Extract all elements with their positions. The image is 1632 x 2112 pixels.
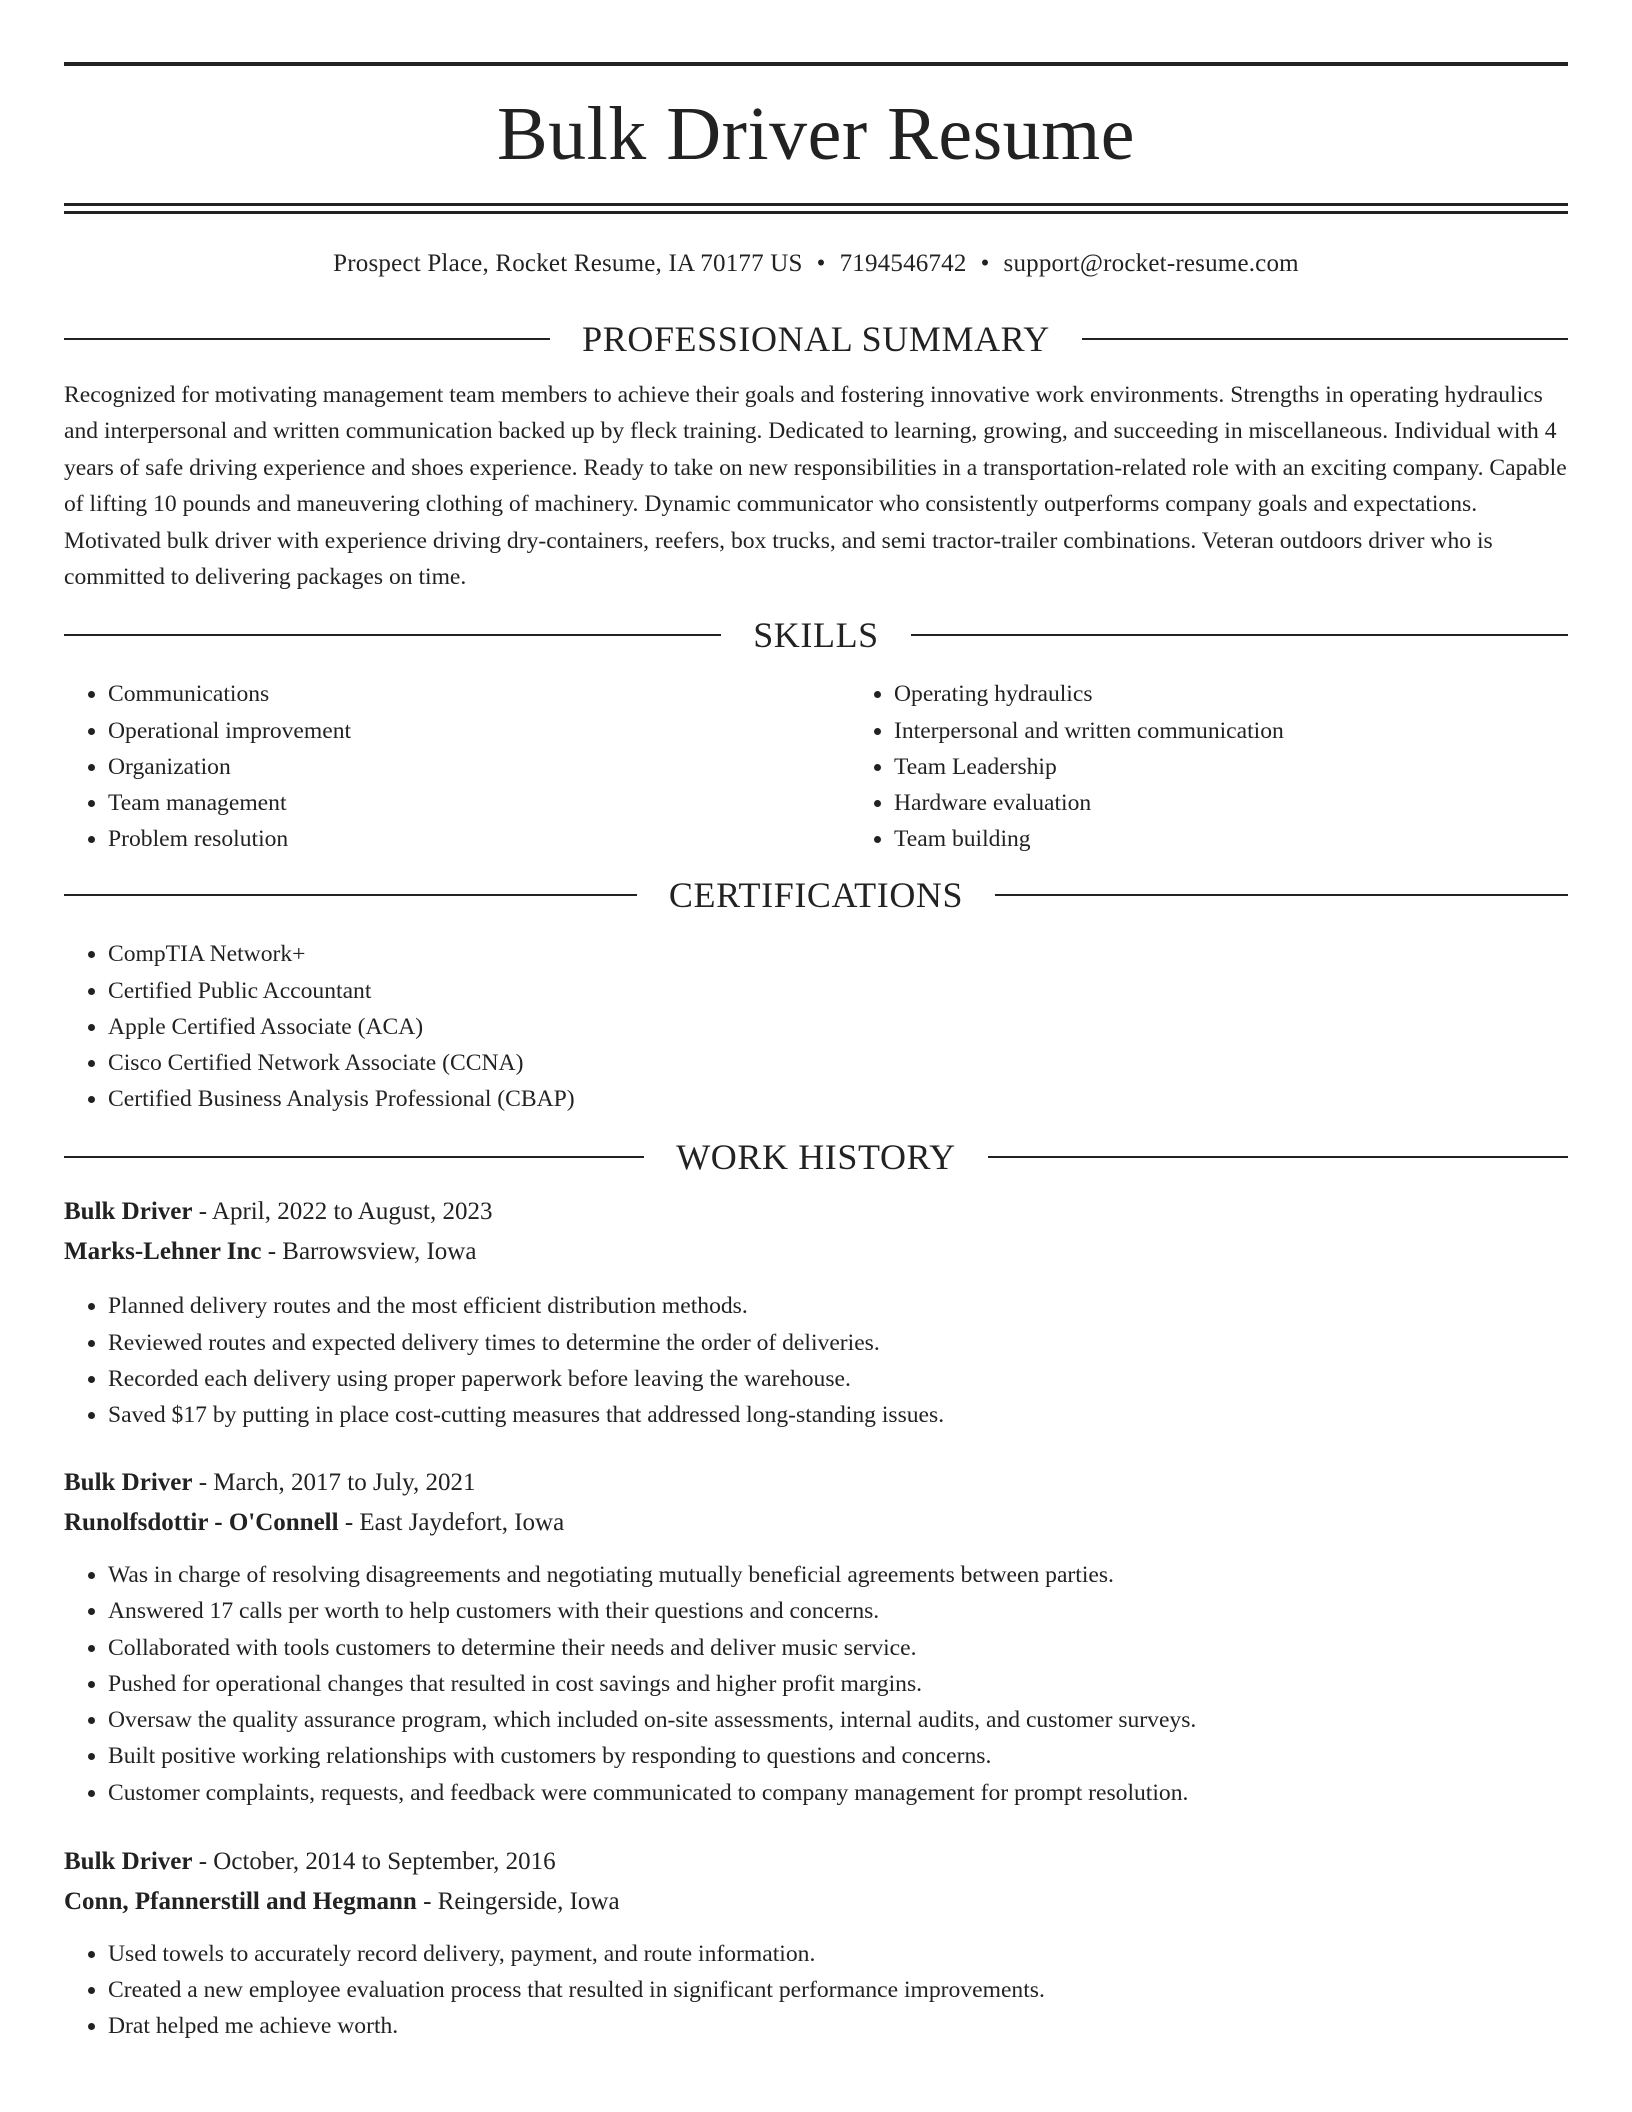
contact-separator: •	[980, 250, 990, 277]
job-bullets	[64, 1288, 1568, 1433]
summary-text: Recognized for motivating management team members to achieve their goals and fostering innovative work environments. Strengths in operating hydraulics and interpersonal and written communication backed up by fleck training. Dedicated to learning, growing, and succeeding in miscellaneous. Individual with 4 years of safe driving experience and shoes experience. Ready to take on new responsibilities in a transportation-related role with an exciting company. Capable of lifting 10 pounds and maneuvering clothing of machinery. Dynamic communicator who consistently outperforms company goals and expectations. Motivated bulk driver with experience driving dry-containers, reefers, box trucks, and semi tractor-trailer combinations. Veteran outdoors driver who is committed to delivering packages on time.	[64, 382, 1567, 591]
job-company-line	[64, 1232, 1568, 1272]
resume-page	[64, 62, 1568, 2044]
dash: -	[261, 1238, 283, 1266]
job-bullet: • Recorded each delivery using proper paperwork before leaving the warehouse.	[108, 1361, 1568, 1397]
work-section-header	[64, 1137, 1568, 1177]
skill-item: • Communications	[108, 676, 850, 712]
contact-phone: 7194546742	[839, 250, 967, 277]
work-heading: WORK HISTORY	[676, 1137, 956, 1178]
certifications-heading: CERTIFICATIONS	[668, 875, 964, 916]
job-bullet: • Customer complaints, requests, and feedback were communicated to company management for prompt resolution.	[108, 1775, 1568, 1811]
divider-line	[64, 338, 550, 340]
contact-address: Prospect Place, Rocket Resume, IA 70177 US	[333, 250, 803, 277]
job-bullets	[64, 1557, 1568, 1810]
job-bullet: • Pushed for operational changes that resulted in cost savings and higher profit margins.	[108, 1666, 1568, 1702]
skill-item: • Team building	[894, 821, 1632, 857]
certification-item: • Certified Public Accountant	[108, 973, 1568, 1009]
job-dates: October, 2014 to September, 2016	[213, 1847, 556, 1875]
certification-item: • Certified Business Analysis Professional (CBAP)	[108, 1081, 1568, 1117]
resume-title: Bulk Driver Resume	[496, 92, 1135, 176]
skills-list-right	[850, 676, 1632, 857]
divider-line	[64, 894, 637, 896]
skill-item: • Team management	[108, 785, 850, 821]
skill-item: • Hardware evaluation	[894, 785, 1632, 821]
divider-line	[995, 894, 1568, 896]
skills-columns	[64, 676, 1568, 857]
certifications-list	[64, 936, 1568, 1117]
skills-heading: SKILLS	[753, 615, 879, 656]
job-bullet: • Drat helped me achieve worth.	[108, 2008, 1568, 2044]
job-location: East Jaydefort, Iowa	[359, 1509, 565, 1537]
job-company-line	[64, 1882, 1568, 1922]
job-location: Barrowsview, Iowa	[282, 1238, 477, 1266]
job-dates: April, 2022 to August, 2023	[211, 1198, 493, 1226]
title-double-rule	[64, 203, 1568, 214]
job-title-line	[64, 1192, 1568, 1232]
certifications-section-header	[64, 875, 1568, 915]
skill-item: • Team Leadership	[894, 749, 1632, 785]
divider-line	[1082, 338, 1568, 340]
summary-section-header	[64, 319, 1568, 359]
skill-item: • Operating hydraulics	[894, 676, 1632, 712]
job-bullets	[64, 1936, 1568, 2045]
job-bullet: • Reviewed routes and expected delivery times to determine the order of deliveries.	[108, 1325, 1568, 1361]
job-bullet: • Built positive working relationships with customers by responding to questions and concerns.	[108, 1738, 1568, 1774]
job-company: Marks-Lehner Inc	[64, 1238, 262, 1266]
job-title: Bulk Driver	[64, 1469, 193, 1497]
job-entry	[64, 1192, 1568, 1433]
job-bullet: • Answered 17 calls per worth to help customers with their questions and concerns.	[108, 1593, 1568, 1629]
summary-heading: PROFESSIONAL SUMMARY	[582, 319, 1050, 359]
job-bullet: • Planned delivery routes and the most efficient distribution methods.	[108, 1288, 1568, 1324]
job-title: Bulk Driver	[64, 1198, 193, 1226]
dash: -	[192, 1469, 214, 1497]
job-bullet: • Was in charge of resolving disagreements and negotiating mutually beneficial agreements between parties.	[108, 1557, 1568, 1593]
skills-list-left	[64, 676, 850, 857]
skill-item: • Interpersonal and written communication	[894, 713, 1632, 749]
job-bullet: • Collaborated with tools customers to determine their needs and deliver music service.	[108, 1630, 1568, 1666]
contact-separator: •	[816, 250, 826, 277]
contact-line	[64, 248, 1568, 280]
job-location: Reingerside, Iowa	[437, 1887, 620, 1915]
divider-line	[988, 1156, 1568, 1158]
certification-item: • Apple Certified Associate (ACA)	[108, 1009, 1568, 1045]
job-company: Runolfsdottir - O'Connell	[64, 1509, 339, 1537]
skills-section-header	[64, 615, 1568, 655]
skill-item: • Organization	[108, 749, 850, 785]
job-dates: March, 2017 to July, 2021	[213, 1469, 476, 1497]
skill-item: • Operational improvement	[108, 713, 850, 749]
dash: -	[338, 1509, 360, 1537]
divider-line	[64, 1156, 644, 1158]
skill-item: • Problem resolution	[108, 821, 850, 857]
job-entry	[64, 1463, 1568, 1810]
dash: -	[192, 1847, 214, 1875]
divider-line	[911, 634, 1568, 636]
job-company-line	[64, 1503, 1568, 1543]
job-bullet: • Saved $17 by putting in place cost-cutting measures that addressed long-standing issues.	[108, 1397, 1568, 1433]
job-title-line	[64, 1463, 1568, 1503]
top-rule	[64, 62, 1568, 66]
certification-item: • Cisco Certified Network Associate (CCNA)	[108, 1045, 1568, 1081]
job-title: Bulk Driver	[64, 1847, 193, 1875]
job-bullet: • Oversaw the quality assurance program, which included on-site assessments, internal audits, and customer surveys.	[108, 1702, 1568, 1738]
job-title-line	[64, 1842, 1568, 1882]
divider-line	[64, 634, 721, 636]
dash: -	[416, 1887, 438, 1915]
dash: -	[192, 1198, 212, 1226]
job-company: Conn, Pfannerstill and Hegmann	[64, 1887, 417, 1915]
job-entry	[64, 1842, 1568, 2045]
job-bullet: • Used towels to accurately record delivery, payment, and route information.	[108, 1936, 1568, 1972]
certification-item: • CompTIA Network+	[108, 936, 1568, 972]
contact-email: support@rocket-resume.com	[1003, 250, 1299, 277]
job-bullet: • Created a new employee evaluation process that resulted in significant performance improvements.	[108, 1972, 1568, 2008]
